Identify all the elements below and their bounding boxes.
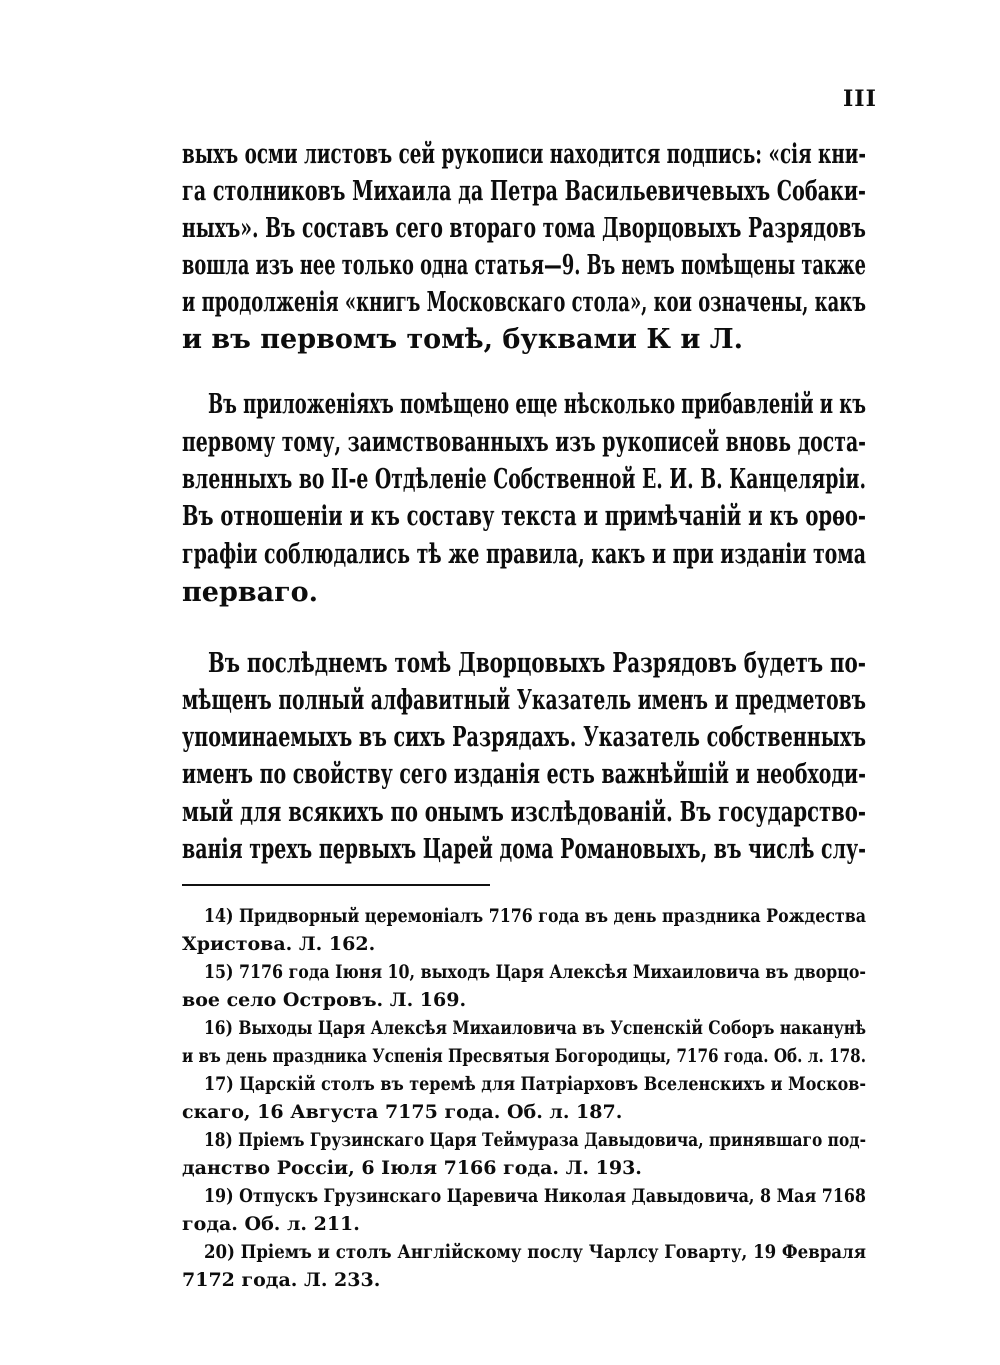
- text-line: первому тому, заимствованныхъ изъ рукописей вновь доста-: [182, 427, 866, 458]
- text-line: Въ послѣднемъ томѣ Дворцовыхъ Разрядовъ будетъ по-: [208, 648, 866, 679]
- text-line: и продолженія «книгъ Московскаго стола», кои означены, какъ: [182, 287, 866, 318]
- text-line: вошла изъ нее только одна статья—9. Въ немъ помѣщены также: [182, 250, 866, 281]
- footnote-line: вое село Островъ. Л. 169.: [182, 989, 467, 1011]
- text-line: и въ первомъ томѣ, буквами К и Л.: [182, 324, 744, 355]
- text-line: выхъ осми листовъ сей рукописи находится подпись: «сія кни-: [182, 139, 866, 170]
- text-line: перваго.: [182, 577, 319, 608]
- text-line: именъ по свойству сего изданія есть важнѣйшій и необходи-: [182, 759, 866, 790]
- footnote-line: скаго, 16 Августа 7175 года. Об. л. 187.: [182, 1101, 623, 1123]
- text-line: вленныхъ во II-е Отдѣленіе Собственной Е. И. В. Канцеляріи.: [182, 464, 866, 495]
- text-line: мый для всякихъ по онымъ изслѣдованій. Въ государство-: [182, 797, 866, 828]
- text-line: ныхъ». Въ составъ сего втораго тома Дворцовыхъ Разрядовъ: [182, 213, 866, 244]
- footnote-line: и въ день праздника Успенія Пресвятыя Богородицы, 7176 года. Об. л. 178.: [182, 1045, 866, 1067]
- text-line: графіи соблюдались тѣ же правила, какъ и при изданіи тома: [182, 539, 866, 570]
- text-line: га столниковъ Михаила да Петра Васильевичевыхъ Собаки-: [182, 176, 866, 207]
- footnote-line: 7172 года. Л. 233.: [182, 1269, 381, 1291]
- footnote-line: года. Об. л. 211.: [182, 1213, 360, 1235]
- footnote-line: 17) Царскій столъ въ теремѣ для Патріарховъ Вселенскихъ и Москов-: [204, 1073, 866, 1095]
- page-number: III: [843, 86, 877, 112]
- footnote-line: 20) Пріемъ и столъ Англійскому послу Чарлсу Говарту, 19 Февраля: [204, 1241, 866, 1263]
- text-line: ванія трехъ первыхъ Царей дома Романовыхъ, въ числѣ слу-: [182, 834, 866, 865]
- footnote-line: 19) Отпускъ Грузинскаго Царевича Николая Давыдовича, 8 Мая 7168: [204, 1185, 866, 1207]
- footnote-line: 16) Выходы Царя Алексѣя Михаиловича въ Успенскій Соборъ наканунѣ: [204, 1017, 866, 1039]
- footnote-line: Христова. Л. 162.: [182, 933, 376, 955]
- footnote-divider: [182, 884, 490, 886]
- footnote-line: 14) Придворный церемоніалъ 7176 года въ день праздника Рождества: [204, 905, 866, 927]
- footnote-line: данство Россіи, 6 Іюля 7166 года. Л. 193.: [182, 1157, 642, 1179]
- footnote-line: 18) Пріемъ Грузинскаго Царя Теймураза Давыдовича, принявшаго под-: [204, 1129, 866, 1151]
- text-line: упоминаемыхъ въ сихъ Разрядахъ. Указатель собственныхъ: [182, 722, 866, 753]
- text-line: мѣщенъ полный алфавитный Указатель именъ и предметовъ: [182, 685, 866, 716]
- footnote-line: 15) 7176 года Іюня 10, выходъ Царя Алексѣя Михаиловича въ дворцо-: [204, 961, 866, 983]
- text-line: Въ отношеніи и къ составу текста и примѣчаній и къ орѳо-: [182, 501, 866, 532]
- text-line: Въ приложеніяхъ помѣщено еще нѣсколько прибавленій и къ: [208, 389, 866, 420]
